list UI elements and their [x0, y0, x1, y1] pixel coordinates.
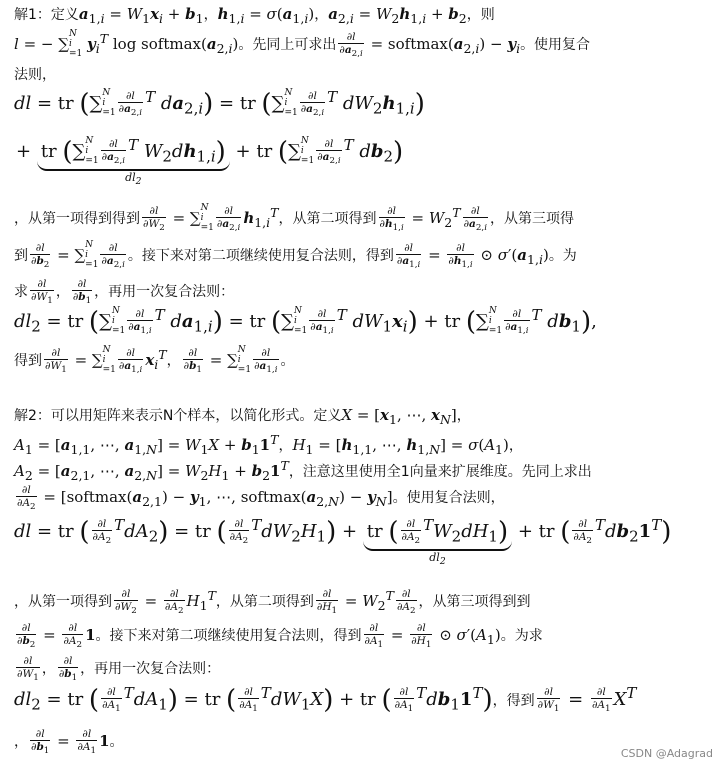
sol1-text-t3: ，从第三项得 [490, 210, 575, 227]
sol2-text-chain: 。使用复合法则， [392, 490, 505, 507]
sol2-underbrace: tr ( $\frac{\partial l}{\partial A_2}$ $^TW_2dH_1$) $dl_2$ [363, 516, 512, 551]
sol2-line-1: 解2：可以用矩阵来表示N个样本，以简化形式。定义$X = [x_1$, ⋯, $x_N$]， [14, 406, 471, 427]
sol2-eq-dl: dl = tr ( $\frac{\partial l}{\partial A_2}$ $^TdA_2$) = tr ( $\frac{\partial l}{\partial A_2}$ $^TdW_2H_1$) + tr ( $\frac{\partial l}{\partial A_2}$ $^TW_2dH_1$) $dl_2$ + tr ( $\frac{\partial l}{\partial A_2}$ $^Tdb_21^T$) [14, 516, 672, 567]
sol1-text-again: ，再用一次复合法则： [94, 284, 235, 301]
sol2-text-for: 。为求 [500, 628, 543, 645]
sol2-line-seek: $\frac{\partial l}{\partial W_1}$ ， $\frac{\partial l}{\partial b_1}$ ，再用一次复合法则： [17, 655, 221, 684]
sol1-ub-dl: dl [125, 170, 136, 184]
sol2-eq-dl2: $dl_2$ = tr ( $\frac{\partial l}{\partial A_1}$ $^TdA_1$) = tr ( $\frac{\partial l}{\partial A_1}$ $^TdW_1X$) + tr ( $\frac{\partial l}{\partial A_1}$ $^Tdb_11^T$)，得到 $\frac{\partial l}{\partial W_1}$ = $\frac{\partial l}{\partial A_1}$ $X^T$ [14, 684, 637, 715]
sol2-text-get: ，得到 [492, 693, 535, 709]
sol2-text-again: ，再用一次复合法则： [80, 661, 221, 678]
sol1-line-seek: 求 $\frac{\partial l}{\partial W_1}$ ， $\frac{\partial l}{\partial b_1}$ ，再用一次复合法则： [14, 278, 235, 307]
sol1-ub-sub: 2 [135, 176, 142, 187]
sol1-text-then: ，则 [466, 7, 495, 23]
sol1-text-chain: 。使用复合 [520, 36, 591, 53]
sol1-text-t2: ，从第二项得到 [278, 210, 377, 227]
sol2-label: 解2：可以用矩阵来表示N个样本，以简化形式。定义 [14, 408, 342, 424]
sol1-text-to: 到 [14, 247, 28, 264]
sol1-eq-dl: dl = tr (∑ N i =1 $\frac{\partial l}{\partial a_{2,i}}$ $^T$ $da_{2,i}$) = tr (∑ N i =1 $\frac{\partial l}{\partial a_{2,i}}$ $^T$ $dW_2h_{1,i}$) [14, 88, 425, 119]
sol2-text-t1: ，从第一项得到 [14, 594, 112, 611]
sol2-ub-sub: 2 [439, 556, 446, 567]
sol1-eq-dl-cont: + tr (∑ N i =1 $\frac{\partial l}{\partial a_{2,i}}$ $^T$ $W_2dh_{1,i}$) $dl_2$ + tr (∑ N i =1 $\frac{\partial l}{\partial a_{2,i}}$ $^T$ $db_2$) [16, 136, 404, 187]
sol1-underbrace: tr (∑ N i =1 $\frac{\partial l}{\partial a_{2,i}}$ $^T$ $W_2dh_{1,i}$) $dl_2$ [37, 136, 230, 171]
sol2-text-t2: ，从第二项得到 [215, 594, 314, 611]
sol2-ub-dl: dl [429, 550, 440, 564]
sol1-text-first: 。先同上可求出 [238, 36, 337, 53]
sol1-text-for: 。为 [548, 247, 577, 264]
sol1-text-next: 。接下来对第二项继续使用复合法则，得到 [127, 247, 394, 264]
sol1-line-1: 解1：定义$a_{1,i} = W_1x_i + b_1$，$h_{1,i} = \sigma(a_{1,i})$，$a_{2,i} = W_2h_{1,i} + b_2$，则 [14, 5, 495, 26]
sol1-line-3 [14, 64, 719, 84]
sol2-line-end: ， $\frac{\partial l}{\partial b_1}$ = $\frac{\partial l}{\partial A_1}$ 1。 [14, 728, 124, 757]
sol1-line-b2: 到 $\frac{\partial l}{\partial b_2}$ = ∑ N i =1 $\frac{\partial l}{\partial a_{2,i}}$ 。接下来对第二项继续使用复合法则，得到 $\frac{\partial l}{\partial a_{1,i}}$ = $\frac{\partial l}{\partial h_{1,i}}$ ⊙ $\sigma'(a_{1,i})$。为 [14, 240, 577, 270]
sol1-line-2: l = − ∑ N i =1 $y_i^T$ $\log softmax(a_{2,i})$。先同上可求出 $\frac{\partial l}{\partial a_{2,i}}$ = $softmax(a_{2,i}) - y_i$。使用复合 [14, 29, 591, 59]
sol2-line-3: $A_2 = [a_{2,1}$, ⋯, $a_{2,N}] = W_2H_1 + b_21^T$，注意这里使用全1向量来扩展维度。先同上求出 [14, 458, 592, 483]
sol2-line-b2: $\frac{\partial l}{\partial b_2}$ = $\frac{\partial l}{\partial A_2}$ 1。接下来对第二项继续使用复合法则，得到 $\frac{\partial l}{\partial A_1}$ = $\frac{\partial l}{\partial H_1}$ ⊙ $\sigma'(A_1)$。为求 [17, 622, 543, 651]
watermark: CSDN @Adagrad [620, 747, 713, 760]
sol1-line-grad: ，从第一项得到得到 $\frac{\partial l}{\partial W_2}$ = ∑ N i =1 $\frac{\partial l}{\partial a_{2,i}}$ $h_{1,i}^T$，从第二项得到 $\frac{\partial l}{\partial h_{1,i}}$ = $W_2^T$ $\frac{\partial l}{\partial a_{2,i}}$ ，从第三项得 [14, 203, 575, 233]
sol1-text-seek: 求 [14, 284, 28, 301]
sol1-text-rule: 法则， [14, 67, 56, 83]
sol2-line-4: $\frac{\partial l}{\partial A_2}$ = [$softmax(a_{2,1}) - y_1$, ⋯, $softmax(a_{2,N}) - y_N$]。使用复合法则， [17, 484, 505, 513]
sol1-label: 解1：定义 [14, 7, 79, 23]
sol1-text-get: 得到 [14, 352, 42, 369]
sol1-line-result: 得到 $\frac{\partial l}{\partial W_1}$ = ∑ N i =1 $\frac{\partial l}{\partial a_{1,i}}$ $x_i^T$， $\frac{\partial l}{\partial b_1}$ = ∑ N i =1 $\frac{\partial l}{\partial a_{1,i}}$ 。 [14, 345, 295, 375]
sol1-eq-dl2: $dl_2$ = tr (∑ N i =1 $\frac{\partial l}{\partial a_{1,i}}$ $^T$ $da_{1,i}$) = tr (∑ N i =1 $\frac{\partial l}{\partial a_{1,i}}$ $^T$ $dW_1x_i$) + tr (∑ N i =1 $\frac{\partial l}{\partial a_{1,i}}$ $^T$ $db_1$), [14, 306, 597, 337]
sol2-line-2: $A_1 = [a_{1,1}$, ⋯, $a_{1,N}] = W_1X + b_11^T$，$H_1 = [h_{1,1}$, ⋯, $h_{1,N}] = \sigma(A_1)$， [14, 432, 523, 457]
sol2-text-end: 。 [109, 734, 124, 751]
sol2-text-note: ，注意这里使用全1向量来扩展维度。先同上求出 [288, 464, 592, 480]
sol1-text-t1: ，从第一项得到得到 [14, 210, 140, 227]
sol2-text-t3: ，从第三项得到到 [418, 594, 531, 611]
sol2-text-next: 。接下来对第二项继续使用复合法则，得到 [95, 628, 362, 645]
sol2-line-grad: ，从第一项得到 $\frac{\partial l}{\partial W_2}$ = $\frac{\partial l}{\partial A_2}$ $H_1^T$，从第二项得到 $\frac{\partial l}{\partial H_1}$ = $W_2^T$ $\frac{\partial l}{\partial A_2}$ ，从第三项得到到 [14, 588, 531, 617]
